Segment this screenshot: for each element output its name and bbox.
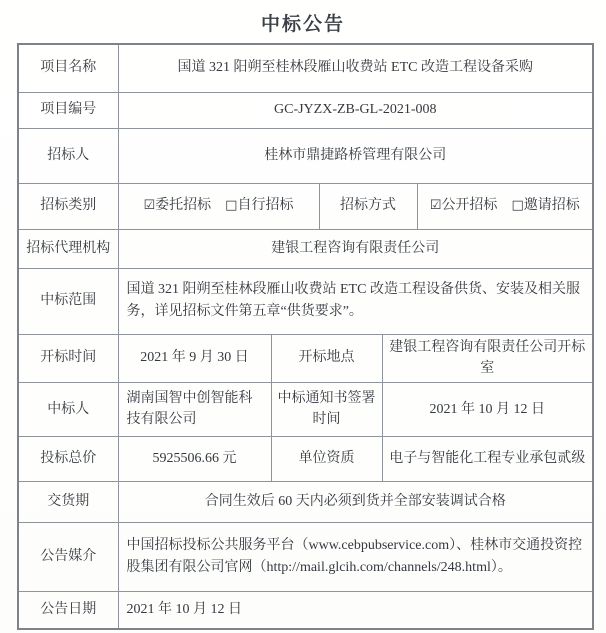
delivery-label: 交货期 (18, 481, 118, 522)
row-media (18, 522, 593, 591)
qualification-label: 单位资质 (271, 436, 382, 481)
tender-method-options (417, 183, 593, 229)
checkbox-option-self (225, 198, 293, 213)
media-label: 公告媒介 (18, 522, 118, 591)
media-value: 中国招标投标公共服务平台（www.cebpubservice.com）、桂林市交通投资控股集团有限公司官网（http://mail.glcih.com/channels/248.html）。 (118, 522, 593, 591)
project-name-label: 项目名称 (18, 44, 118, 92)
document-title: 中标公告 (260, 14, 345, 35)
project-number-value: GC-JYZX-ZB-GL-2021-008 (118, 92, 593, 128)
row-tender-category (18, 183, 593, 229)
winner-name: 湖南国智中创智能科技有限公司 (118, 382, 271, 436)
checkbox-checked-icon: ☑ (143, 198, 156, 214)
tender-method-label: 招标方式 (319, 183, 417, 229)
tender-category-label: 招标类别 (18, 183, 118, 229)
checkbox-option-entrusted (144, 198, 212, 213)
bid-opening-place-label: 开标地点 (271, 334, 382, 382)
delivery-value: 合同生效后 60 天内必须到货并全部安装调试合格 (118, 481, 593, 522)
row-bid-opening (18, 334, 593, 382)
bid-opening-time-value: 2021 年 9 月 30 日 (118, 334, 271, 382)
tender-agency-value: 建银工程咨询有限责任公司 (118, 229, 593, 268)
qualification-value: 电子与智能化工程专业承包贰级 (382, 436, 593, 481)
bid-opening-place-value: 建银工程咨询有限责任公司开标室 (382, 334, 593, 382)
announce-date-value: 2021 年 10 月 12 日 (118, 591, 593, 629)
checkbox-unchecked-icon: □ (225, 198, 238, 214)
project-number-label: 项目编号 (18, 92, 118, 128)
award-announcement-table (17, 43, 594, 630)
row-winner (18, 382, 593, 436)
checkbox-unchecked-icon: □ (511, 198, 524, 214)
checkbox-option-label: 自行招标 (237, 198, 294, 214)
project-name-value: 国道 321 阳朔至桂林段雁山收费站 ETC 改造工程设备采购 (118, 44, 593, 92)
bid-price-amount: 5925506.66 元 (118, 436, 271, 481)
award-scope-label: 中标范围 (18, 268, 118, 334)
award-scope-value: 国道 321 阳朔至桂林段雁山收费站 ETC 改造工程设备供货、安装及相关服务，详见招标文件第五章“供货要求”。 (118, 268, 593, 334)
row-delivery (18, 481, 593, 522)
row-announce-date (18, 591, 593, 629)
winner-notice-label: 中标通知书签署时间 (271, 382, 382, 436)
bid-opening-time-label: 开标时间 (18, 334, 118, 382)
row-project-name (18, 44, 593, 92)
winner-notice-date: 2021 年 10 月 12 日 (382, 382, 593, 436)
tender-agency-label: 招标代理机构 (18, 229, 118, 268)
tender-category-options (118, 183, 319, 229)
tenderer-label: 招标人 (18, 128, 118, 183)
checkbox-option-label: 邀请招标 (523, 198, 580, 214)
checkbox-checked-icon: ☑ (429, 198, 442, 214)
checkbox-option-label: 委托招标 (155, 198, 212, 214)
bid-price-label: 投标总价 (18, 436, 118, 481)
row-tenderer (18, 128, 593, 183)
row-project-number (18, 92, 593, 128)
checkbox-option-public (430, 198, 498, 213)
row-tender-agency (18, 229, 593, 268)
checkbox-option-label: 公开招标 (441, 198, 498, 214)
tenderer-value: 桂林市鼎捷路桥管理有限公司 (118, 128, 593, 183)
announce-date-label: 公告日期 (18, 591, 118, 629)
winner-label: 中标人 (18, 382, 118, 436)
checkbox-option-invited (511, 198, 579, 213)
row-bid-price (18, 436, 593, 481)
row-award-scope (18, 268, 593, 334)
